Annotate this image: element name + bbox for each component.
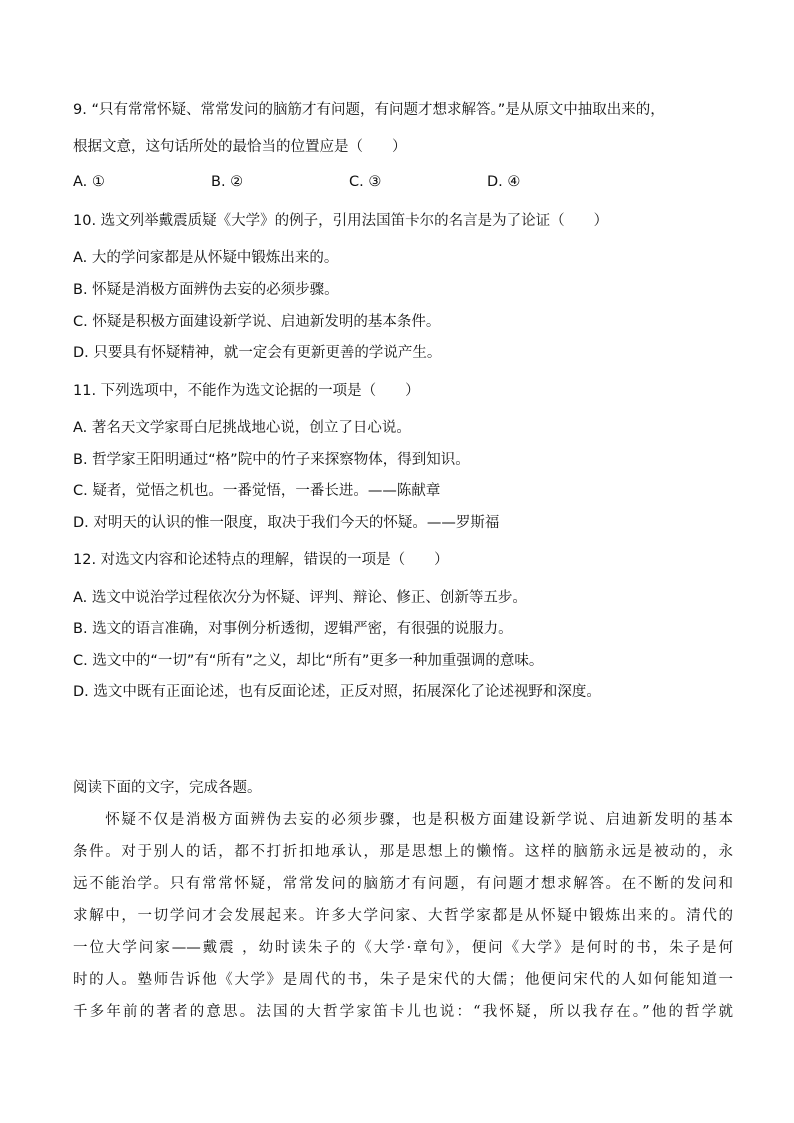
question-11-option-b: B. 哲学家王阳明通过“格”院中的竹子来探察物体，得到知识。 bbox=[73, 452, 470, 468]
question-10-stem: 10. 选文列举戴震质疑《大学》的例子，引用法国笛卡尔的名言是为了论证（ ） bbox=[73, 213, 609, 229]
passage-line-4: 求解中，一切学问才会发展起来。许多大学问家、大哲学家都是从怀疑中锻炼出来的。清代的 bbox=[73, 908, 733, 924]
question-9-option-c: C. ③ bbox=[349, 174, 382, 190]
passage-line-6: 时的人。塾师告诉他《大学》是周代的书，朱子是宋代的大儒；他便问宋代的人如何能知道一 bbox=[73, 972, 733, 988]
question-11-stem: 11. 下列选项中，不能作为选文论据的一项是（ ） bbox=[73, 383, 420, 399]
reading-instruction: 阅读下面的文字，完成各题。 bbox=[73, 780, 262, 796]
passage-line-1: 怀疑不仅是消极方面辨伪去妄的必须步骤，也是积极方面建设新学说、启迪新发明的基本 bbox=[73, 812, 733, 828]
question-9-stem-line-1: 9. “只有常常怀疑、常常发问的脑筋才有问题，有问题才想求解答。”是从原文中抽取出来的， bbox=[73, 102, 665, 118]
passage-line-5: 一位大学问家——戴震 ，幼时读朱子的《大学·章句》，便问《大学》是何时的书，朱子是何 bbox=[73, 940, 733, 956]
question-9-stem-line-2: 根据文意，这句话所处的最恰当的位置应是（ ） bbox=[73, 139, 407, 155]
question-11-option-c: C. 疑者，觉悟之机也。一番觉悟，一番长进。——陈献章 bbox=[73, 483, 441, 499]
question-11-option-d: D. 对明天的认识的惟一限度，取决于我们今天的怀疑。——罗斯福 bbox=[73, 515, 500, 531]
question-10-option-d: D. 只要具有怀疑精神，就一定会有更新更善的学说产生。 bbox=[73, 345, 442, 361]
question-9-options bbox=[73, 172, 733, 194]
passage-line-7: 千多年前的著者的意思。法国的大哲学家笛卡儿也说：“我怀疑，所以我存在。”他的哲学就 bbox=[73, 1004, 733, 1020]
question-12-option-b: B. 选文的语言准确，对事例分析透彻，逻辑严密，有很强的说服力。 bbox=[73, 621, 513, 637]
question-9-option-b: B. ② bbox=[211, 174, 244, 190]
question-10-option-b: B. 怀疑是消极方面辨伪去妄的必须步骤。 bbox=[73, 282, 339, 298]
question-9-option-a: A. ① bbox=[73, 174, 105, 190]
question-12-option-a: A. 选文中说治学过程依次分为怀疑、评判、辩论、修正、创新等五步。 bbox=[73, 590, 527, 606]
question-11-option-a: A. 著名天文学家哥白尼挑战地心说，创立了日心说。 bbox=[73, 420, 411, 436]
passage-line-3: 远不能治学。只有常常怀疑，常常发问的脑筋才有问题，有问题才想求解答。在不断的发问和 bbox=[73, 876, 733, 892]
question-12-option-d: D. 选文中既有正面论述，也有反面论述，正反对照，拓展深化了论述视野和深度。 bbox=[73, 684, 601, 700]
question-12-stem: 12. 对选文内容和论述特点的理解，错误的一项是（ ） bbox=[73, 552, 449, 568]
question-12-option-c: C. 选文中的“一切”有“所有”之义，却比“所有”更多一种加重强调的意味。 bbox=[73, 653, 544, 669]
question-10-option-a: A. 大的学问家都是从怀疑中锻炼出来的。 bbox=[73, 250, 339, 266]
question-10-option-c: C. 怀疑是积极方面建设新学说、启迪新发明的基本条件。 bbox=[73, 314, 441, 330]
passage-line-2: 条件。对于别人的话，都不打折扣地承认，那是思想上的懒惰。这样的脑筋永远是被动的，永 bbox=[73, 844, 733, 860]
question-9-option-d: D. ④ bbox=[487, 174, 521, 190]
